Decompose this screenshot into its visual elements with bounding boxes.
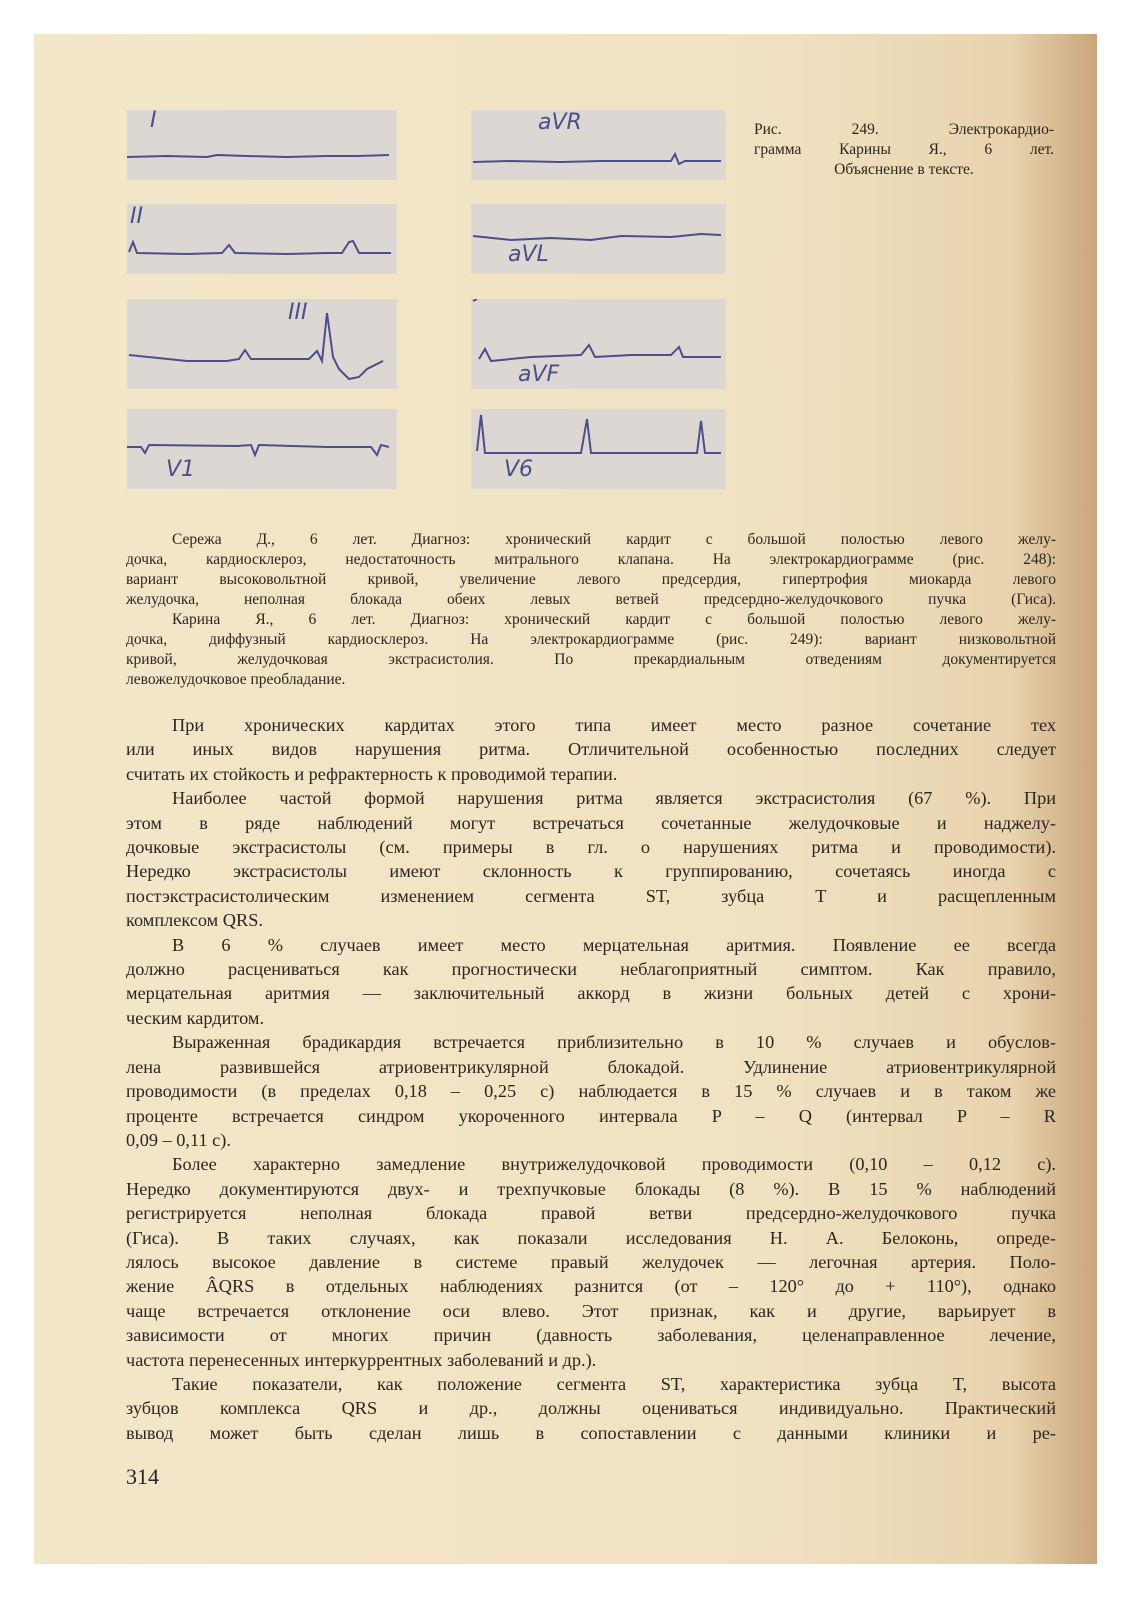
- body-line: чаще встречается отклонение оси влево. Этот признак, как и другие, варьирует в: [126, 1300, 1056, 1321]
- body-line: дочковые экстрасистолы (см. примеры в гл. о нарушениях ритма и проводимости).: [126, 837, 1056, 858]
- caption-line: Объяснение в тексте.: [834, 161, 974, 178]
- case-note-line: Карина Я., 6 лет. Диагноз: хронический кардит с большой полостью левого желу-: [172, 611, 1056, 628]
- body-line: комплексом QRS.: [126, 910, 263, 931]
- lead-label-v6: V6: [504, 457, 534, 482]
- ecg-trace-lead-ii: [127, 204, 397, 274]
- lead-label-avr: aVR: [538, 110, 582, 135]
- body-line: проценте встречается синдром укороченного интервала P – Q (интервал P – R: [126, 1105, 1056, 1126]
- body-line: (Гиса). В таких случаях, как показали исследования Н. А. Белоконь, опреде-: [126, 1227, 1056, 1248]
- body-line: считать их стойкость и рефрактерность к проводимой терапии.: [126, 763, 618, 784]
- body-line: зубцов комплекса QRS и др., должны оцениваться индивидуально. Практический: [126, 1398, 1056, 1419]
- case-note-line: желудочка, неполная блокада обеих левых ветвей предсердно-желудочкового пучка (Гиса).: [126, 591, 1056, 608]
- body-line: Выраженная брадикардия встречается приблизительно в 10 % случаев и обуслов-: [172, 1032, 1056, 1053]
- case-note-line: дочка, кардиосклероз, недостаточность митрального клапана. На электрокардиограмме (рис. 248):: [126, 551, 1056, 568]
- body-line: Такие показатели, как положение сегмента ST, характеристика зубца T, высота: [172, 1373, 1056, 1394]
- ecg-trace-lead-avf: [471, 299, 726, 389]
- body-text: [126, 713, 1056, 1445]
- case-note-line: Сережа Д., 6 лет. Диагноз: хронический кардит с большой полостью левого желу-: [172, 531, 1056, 548]
- case-note-line: вариант высоковольтной кривой, увеличение левого предсердия, гипертрофия миокарда левого: [126, 571, 1056, 588]
- case-notes: [126, 530, 1056, 690]
- body-line: В 6 % случаев имеет место мерцательная аритмия. Появление ее всегда: [172, 934, 1056, 955]
- ecg-strip-lead-iii: [127, 299, 397, 389]
- ecg-trace-lead-avr: [471, 110, 726, 180]
- case-note-line: левожелудочковое преобладание.: [126, 671, 346, 688]
- body-line: лена развившейся атриовентрикулярной блокадой. Удлинение атриовентрикулярной: [126, 1056, 1056, 1077]
- body-line: зависимости от многих причин (давность заболевания, целенаправленное лечение,: [126, 1325, 1056, 1346]
- body-line: проводимости (в пределах 0,18 – 0,25 с) наблюдается в 15 % случаев и в таком же: [126, 1081, 1056, 1102]
- body-line: ческим кардитом.: [126, 1007, 265, 1028]
- body-line: постэкстрасистолическим изменением сегмента ST, зубца T и расщепленным: [126, 885, 1056, 906]
- ecg-strip-lead-ii: [127, 204, 397, 274]
- case-note-line: кривой, желудочковая экстрасистолия. По прекардиальным отведениям документируется: [126, 651, 1056, 668]
- lead-label-ii: II: [130, 204, 143, 229]
- body-line: или иных видов нарушения ритма. Отличительной особенностью последних следует: [126, 739, 1056, 760]
- body-line: Наиболее частой формой нарушения ритма является экстрасистолия (67 %). При: [172, 788, 1056, 809]
- ecg-trace-lead-i: [127, 110, 397, 180]
- page-number: 314: [126, 1464, 159, 1489]
- ecg-strip-lead-i: [127, 110, 397, 180]
- caption-line: грамма Карины Я., 6 лет.: [754, 141, 1054, 158]
- body-line: лялось высокое давление в системе правый желудочек — легочная артерия. Поло-: [126, 1251, 1056, 1272]
- caption-line: Рис. 249. Электрокардио-: [754, 121, 1054, 138]
- body-line: этом в ряде наблюдений могут встречаться сочетанные желудочковые и наджелу-: [126, 812, 1056, 833]
- body-line: вывод может быть сделан лишь в сопоставлении с данными клиники и ре-: [126, 1422, 1056, 1443]
- body-line: Более характерно замедление внутрижелудочковой проводимости (0,10 – 0,12 с).: [172, 1154, 1056, 1175]
- lead-label-avf: aVF: [518, 362, 560, 387]
- case-note-line: дочка, диффузный кардиосклероз. На электрокардиограмме (рис. 249): вариант низковольтной: [126, 631, 1056, 648]
- book-page: [34, 34, 1097, 1564]
- body-line: мерцательная аритмия — заключительный аккорд в жизни больных детей с хрони-: [126, 983, 1056, 1004]
- ecg-trace-lead-iii: [127, 299, 397, 389]
- figure-caption: [754, 120, 1054, 180]
- body-line: жение ÂQRS в отдельных наблюдениях разнится (от – 120° до + 110°), однако: [126, 1276, 1056, 1297]
- ecg-strip-lead-avf: [471, 299, 726, 389]
- body-line: Нередко экстрасистолы имеют склонность к группированию, сочетаясь иногда с: [126, 861, 1056, 882]
- body-line: Нередко документируются двух- и трехпучковые блокады (8 %). В 15 % наблюдений: [126, 1178, 1056, 1199]
- lead-label-i: I: [150, 108, 157, 133]
- body-line: должно расцениваться как прогностически неблагоприятный симптом. Как правило,: [126, 959, 1056, 980]
- body-line: регистрируется неполная блокада правой ветви предсердно-желудочкового пучка: [126, 1203, 1056, 1224]
- lead-label-v1: V1: [166, 457, 196, 482]
- body-line: частота перенесенных интеркуррентных заболеваний и др.).: [126, 1349, 597, 1370]
- body-line: При хронических кардитах этого типа имеет место разное сочетание тех: [172, 715, 1056, 735]
- lead-label-avl: aVL: [508, 242, 549, 267]
- lead-label-iii: III: [288, 300, 308, 325]
- body-line: 0,09 – 0,11 с).: [126, 1129, 231, 1150]
- ecg-strip-lead-avr: [471, 110, 726, 180]
